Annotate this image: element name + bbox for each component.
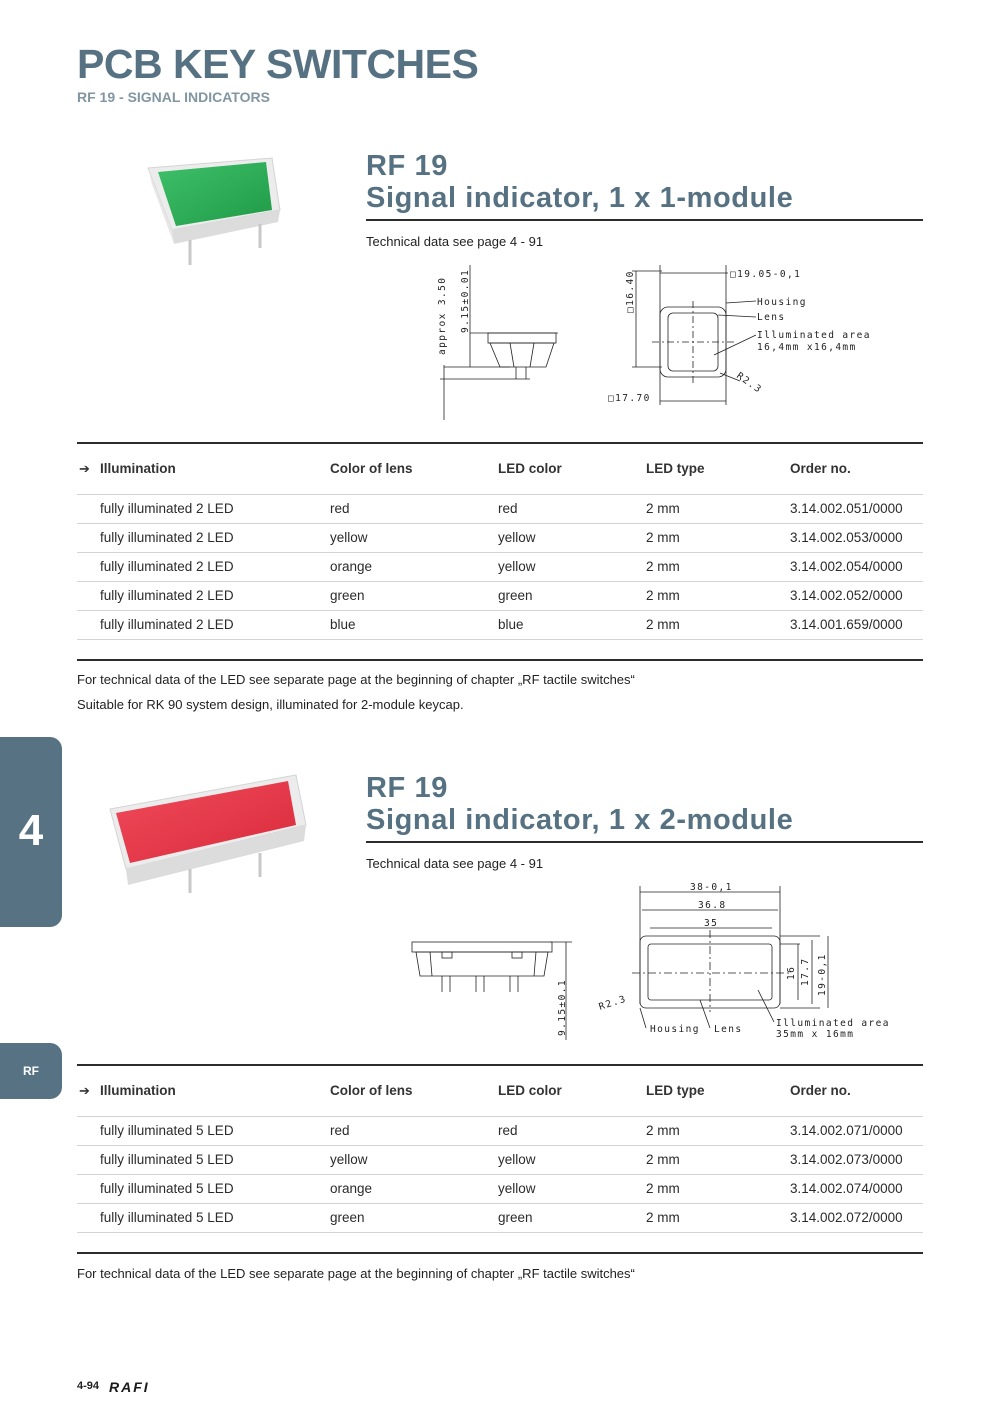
label-illuminated-size: 35mm x 16mm <box>776 1029 855 1040</box>
dim-16: 16 <box>786 965 797 980</box>
footnote: Suitable for RK 90 system design, illuminated for 2-module keycap. <box>77 697 464 712</box>
label-illuminated-area: Illuminated area <box>757 330 871 341</box>
table-header: ➔ Illumination Color of lens LED color LED type Order no. <box>77 1066 923 1116</box>
product-photo-1x1 <box>100 140 300 280</box>
tech-data-note: Technical data see page 4 - 91 <box>366 234 544 249</box>
table-row: fully illuminated 5 LED red red 2 mm 3.14.002.071/0000 <box>77 1116 923 1145</box>
arrow-right-icon: ➔ <box>79 461 90 476</box>
section-title-1x1: RF 19 Signal indicator, 1 x 1-module <box>366 150 794 214</box>
chapter-tab[interactable]: 4 <box>0 737 62 927</box>
table-bottom-rule <box>77 659 923 661</box>
table-bottom-rule <box>77 1252 923 1254</box>
table-row: fully illuminated 5 LED yellow yellow 2 mm 3.14.002.073/0000 <box>77 1145 923 1174</box>
table-row: fully illuminated 5 LED green green 2 mm 3.14.002.072/0000 <box>77 1203 923 1233</box>
dim-36-8: 36.8 <box>698 900 727 911</box>
footnote: For technical data of the LED see separate page at the beginning of chapter „RF tactile switches“ <box>77 1266 635 1281</box>
dim-height: 9.15±0.1 <box>557 979 568 1036</box>
product-photo-1x2 <box>100 765 320 915</box>
arrow-right-icon: ➔ <box>79 1083 90 1098</box>
tech-data-note: Technical data see page 4 - 91 <box>366 856 544 871</box>
technical-drawing-1x1 <box>400 255 880 430</box>
table-row: fully illuminated 2 LED orange yellow 2 mm 3.14.002.054/0000 <box>77 552 923 581</box>
dim-17-7: 17.7 <box>800 957 811 986</box>
label-illuminated-area: Illuminated area <box>776 1018 890 1029</box>
svg-text:RAFI: RAFI <box>109 1380 150 1394</box>
table-row: fully illuminated 2 LED yellow yellow 2 mm 3.14.002.053/0000 <box>77 523 923 552</box>
label-lens: Lens <box>714 1024 743 1035</box>
table-row: fully illuminated 2 LED green green 2 mm 3.14.002.052/0000 <box>77 581 923 610</box>
label-lens: Lens <box>757 312 786 323</box>
order-table-1x1 <box>77 442 923 640</box>
section-title-1x2: RF 19 Signal indicator, 1 x 2-module <box>366 772 794 836</box>
order-table-1x2 <box>77 1064 923 1233</box>
dim-17-70: □17.70 <box>608 393 651 404</box>
label-housing: Housing <box>757 297 807 308</box>
section-rule <box>366 219 923 221</box>
dim-height: 9.15±0.01 <box>460 268 471 333</box>
table-row: fully illuminated 2 LED red red 2 mm 3.14.002.051/0000 <box>77 494 923 523</box>
table-row: fully illuminated 5 LED orange yellow 2 mm 3.14.002.074/0000 <box>77 1174 923 1203</box>
page-subtitle: RF 19 - SIGNAL INDICATORS <box>77 89 270 105</box>
dim-19-05: □19.05-0,1 <box>730 269 802 280</box>
dim-16-40: □16.40 <box>625 270 636 313</box>
label-illuminated-size: 16,4mm x16,4mm <box>757 342 857 353</box>
section-rule <box>366 841 923 843</box>
table-row: fully illuminated 2 LED blue blue 2 mm 3.14.001.659/0000 <box>77 610 923 640</box>
dim-radius: R2.3 <box>597 993 629 1013</box>
page-number: 4-94 <box>77 1380 100 1392</box>
footnote: For technical data of the LED see separate page at the beginning of chapter „RF tactile switches“ <box>77 672 635 687</box>
dim-19: 19-0,1 <box>817 953 828 996</box>
rafi-logo <box>109 1380 179 1394</box>
dim-approx: approx 3.50 <box>437 276 448 355</box>
label-housing: Housing <box>650 1024 700 1035</box>
technical-drawing-1x2 <box>400 880 900 1045</box>
table-header: ➔ Illumination Color of lens LED color LED type Order no. <box>77 444 923 494</box>
section-tab-rf[interactable]: RF <box>0 1043 62 1099</box>
dim-radius: R2.3 <box>734 370 764 396</box>
dim-38: 38-0,1 <box>690 882 733 893</box>
page-title: PCB KEY SWITCHES <box>77 41 479 87</box>
dim-35: 35 <box>704 918 719 929</box>
